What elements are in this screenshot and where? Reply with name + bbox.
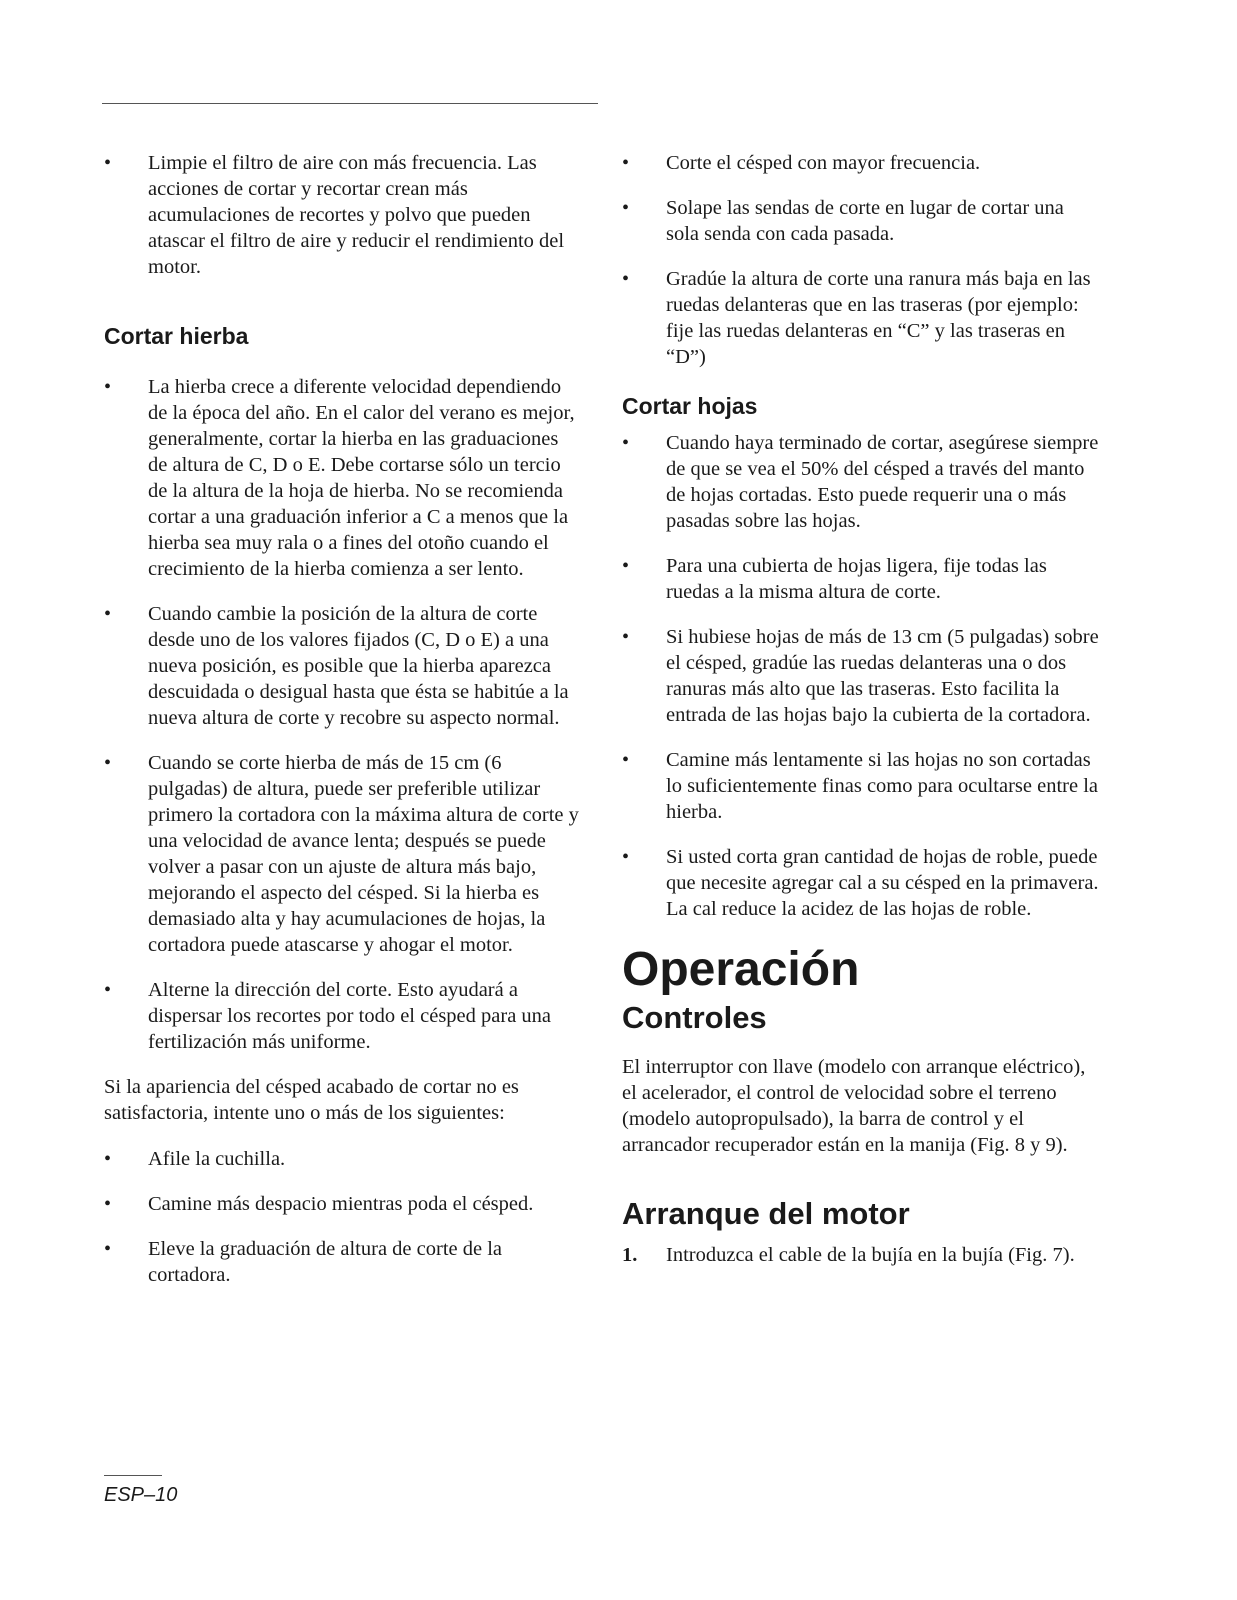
list-item: • Cuando haya terminado de cortar, asegúrese siempre de que se vea el 50% del césped a través del manto de hojas cortadas. Esto puede requerir una o más pasadas sobre las hojas. — [622, 430, 1100, 534]
appearance-bullet-list — [104, 1146, 582, 1288]
operation-heading: Operación — [622, 943, 860, 996]
engine-start-steps — [622, 1242, 1100, 1268]
list-item: • Si hubiese hojas de más de 13 cm (5 pulgadas) sobre el césped, gradúe las ruedas delanteras una o dos ranuras más alto que las traseras. Esto facilita la entrada de las hojas bajo la cubierta de la cortadora. — [622, 624, 1100, 728]
cut-grass-bullet-list — [104, 374, 582, 1055]
footer-rule — [104, 1475, 162, 1476]
list-item: • Para una cubierta de hojas ligera, fije todas las ruedas a la misma altura de corte. — [622, 553, 1100, 605]
cut-leaves-bullet-list — [622, 430, 1100, 922]
list-item: • Gradúe la altura de corte una ranura más baja en las ruedas delanteras que en las traseras (por ejemplo: fije las ruedas delanteras en “C” y las traseras en “D”) — [622, 266, 1100, 370]
top-rule — [102, 103, 598, 104]
controls-paragraph: El interruptor con llave (modelo con arranque eléctrico), el acelerador, el control de velocidad sobre el terreno (modelo autopropulsado), la barra de control y el arrancador recuperador están en la manija (Fig. 8 y 9). — [622, 1056, 1086, 1156]
list-item: • Eleve la graduación de altura de corte de la cortadora. — [104, 1236, 582, 1288]
top-bullet-list — [622, 150, 1100, 370]
list-item: • Afile la cuchilla. — [104, 1146, 582, 1172]
step-text: Introduzca el cable de la bujía en la bujía (Fig. 7). — [666, 1244, 1075, 1266]
list-item: • Cuando se corte hierba de más de 15 cm (6 pulgadas) de altura, puede ser preferible utilizar primero la cortadora con la máxima altura de corte y una velocidad de avance lenta; después se puede volver a pasar con un ajuste de altura más bajo, mejorando el aspecto del césped. Si la hierba es demasiado alta y hay acumulaciones de hojas, la cortadora puede atascarse y ahogar el motor. — [104, 750, 582, 958]
step-number: 1. — [622, 1244, 638, 1266]
page-number: ESP–10 — [104, 1484, 178, 1506]
list-item: • Camine más lentamente si las hojas no son cortadas lo suficientemente finas como para ocultarse entre la hierba. — [622, 747, 1100, 825]
list-item: • Si usted corta gran cantidad de hojas de roble, puede que necesite agregar cal a su césped en la primavera. La cal reduce la acidez de las hojas de roble. — [622, 844, 1100, 922]
controls-heading: Controles — [622, 1000, 767, 1035]
list-item: • La hierba crece a diferente velocidad dependiendo de la época del año. En el calor del verano es mejor, generalmente, cortar la hierba en las graduaciones de altura de C, D o E. Debe cortarse sólo un tercio de la altura de la hoja de hierba. No se recomienda cortar a una graduación inferior a C a menos que la hierba sea muy rala o a fines del otoño cuando el crecimiento de la hierba comienza a ser lento. — [104, 374, 582, 582]
list-item: • Solape las sendas de corte en lugar de cortar una sola senda con cada pasada. — [622, 195, 1100, 247]
list-item: • Limpie el filtro de aire con más frecuencia. Las acciones de cortar y recortar crean más acumulaciones de recortes y polvo que pueden atascar el filtro de aire y reducir el rendimiento del motor. — [104, 150, 582, 280]
intro-bullet-list — [104, 150, 582, 280]
list-item: • Alterne la dirección del corte. Esto ayudará a dispersar los recortes por todo el césped para una fertilización más uniforme. — [104, 977, 582, 1055]
right-column — [622, 150, 1100, 1268]
list-item: • Corte el césped con mayor frecuencia. — [622, 150, 1100, 176]
appearance-paragraph: Si la apariencia del césped acabado de cortar no es satisfactoria, intente uno o más de los siguientes: — [104, 1076, 519, 1124]
left-column — [104, 150, 582, 1307]
cut-grass-heading: Cortar hierba — [104, 323, 249, 349]
engine-start-heading: Arranque del motor — [622, 1196, 910, 1231]
cut-leaves-heading: Cortar hojas — [622, 393, 758, 419]
list-item: • Camine más despacio mientras poda el césped. — [104, 1191, 582, 1217]
list-item — [622, 1242, 1100, 1268]
list-item: • Cuando cambie la posición de la altura de corte desde uno de los valores fijados (C, D o E) a una nueva posición, es posible que la hierba aparezca descuidada o desigual hasta que ésta se habitúe a la nueva altura de corte y recobre su aspecto normal. — [104, 601, 582, 731]
